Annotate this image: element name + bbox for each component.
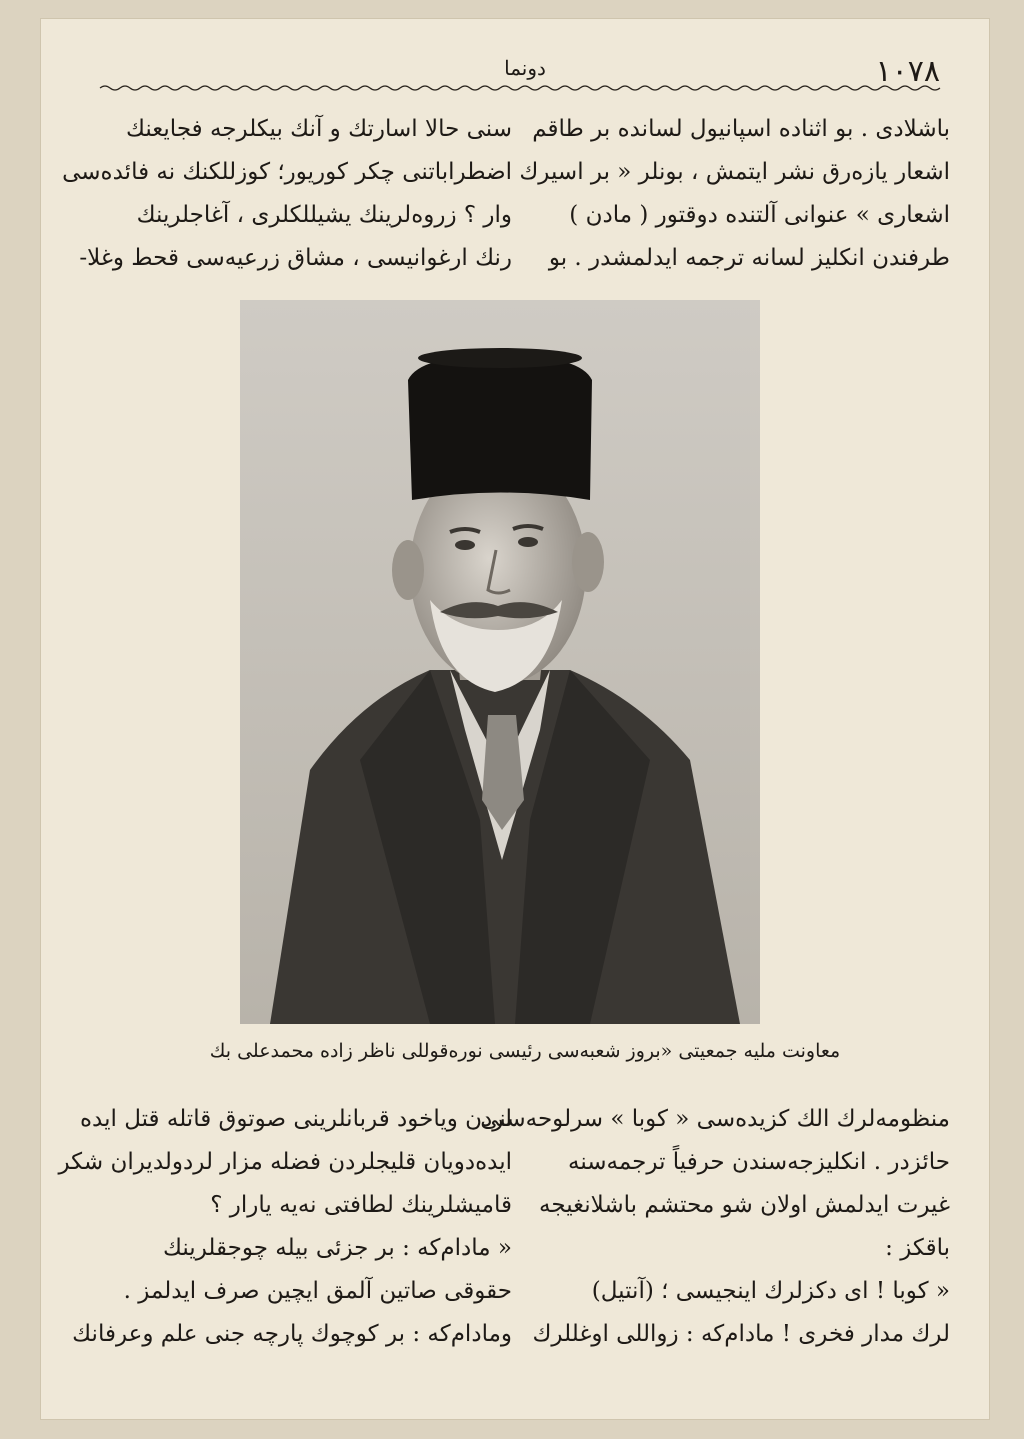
text-line: غیرت ایدلمش اولان شو محتشم باشلانغیجه [539,1192,950,1218]
text-line: لرك مدار فخری ! مادام‌که : زواللی اوغللرك [532,1321,950,1347]
top-right-column [519,108,950,280]
text-line: باقکز : [885,1235,950,1261]
text-line: وار ؟ زروه‌لرینك یشیللکلری ، آغاجلرینك [136,202,512,228]
text-line: اشعاری » عنوانی آلتنده دوقتور ( مادن ) [569,202,950,228]
text-line: اضطراباتنی چکر کوریور؛ کوزللکنك نه فائده‌سی [62,159,512,185]
text-line: منظومه‌لرك الك کزیده‌سی « کوبا » سرلوحه‌سنی [480,1106,950,1132]
text-line: سنی حالا اسارتك و آنك بیکلرجه فجایعنك [125,116,512,142]
text-line: لردن ویاخود قربانلرینی صوتوق قاتله قتل ایده [79,1106,512,1132]
text-line: ایده‌دویان قلیجلردن فضله مزار لردولدیران شکر [58,1149,512,1175]
portrait-photo [240,300,760,1024]
text-line: ومادام‌که : بر کوچوك پارچه جنی علم وعرفانك [72,1321,512,1347]
text-line: رنك ارغوانیسی ، مشاق زرعیه‌سی قحط وغلا- [79,245,512,271]
text-line: حقوقی صاتین آلمق ایچین صرف ایدلمز . [123,1278,512,1304]
running-title: دونما [504,56,546,80]
top-left-column [62,108,512,280]
text-line: « کوبا ! ای دکزلرك اینجیسی ؛ (آنتیل) [591,1278,950,1304]
bottom-left-column [58,1098,512,1356]
header-rule [100,84,940,92]
bottom-right-column [480,1098,950,1356]
photo-caption: معاونت ملیه جمعیتی «بروز شعبه‌سی رئیسی نوره‌قوللی ناظر زاده محمدعلی بك [209,1040,841,1062]
page-number: ١٠٧٨ [875,54,940,89]
text-line: طرفندن انکلیز لسانه ترجمه ایدلمشدر . بو [548,245,950,271]
text-line: باشلادی . بو اثناده اسپانیول لسانده بر طاقم [532,116,950,142]
text-line: اشعار یازه‌رق نشر ایتمش ، بونلر « بر اسیرك [519,159,950,185]
text-line: قامیشلرینك لطافتی نه‌یه یارار ؟ [210,1192,512,1218]
text-line: حائزدر . انکلیزجه‌سندن حرفیاً ترجمه‌سنه [567,1149,950,1175]
text-line: « مادام‌که : بر جزئی بیله چوجقلرینك [162,1235,512,1261]
